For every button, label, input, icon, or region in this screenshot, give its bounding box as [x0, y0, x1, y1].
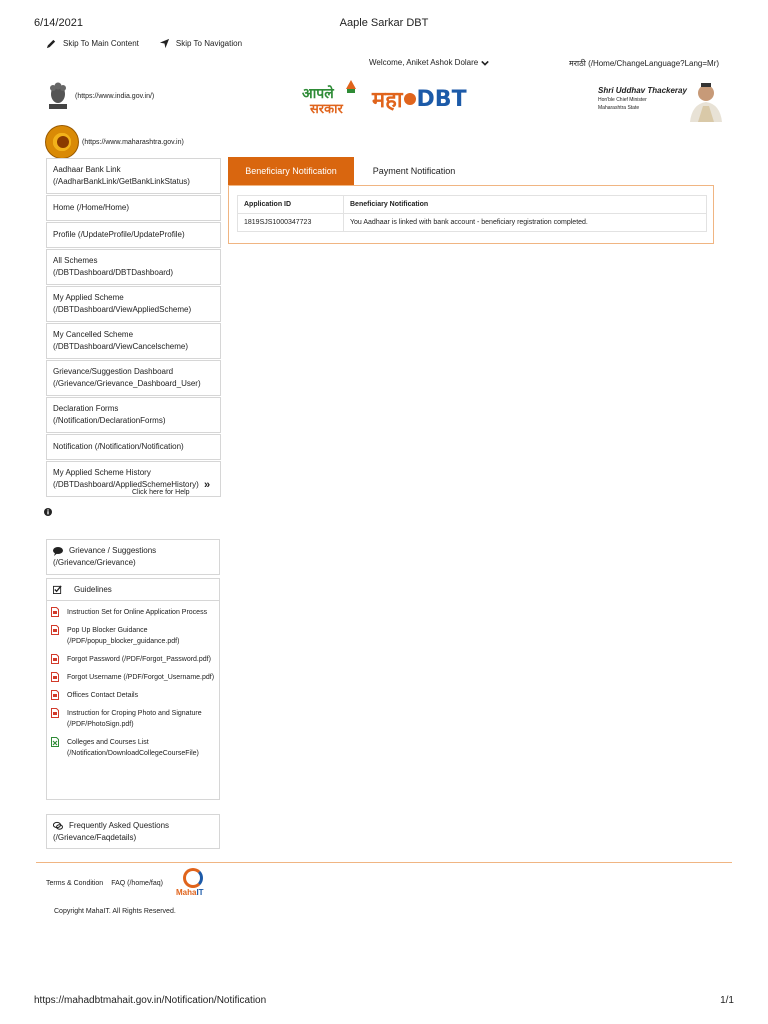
sidebar-item-declaration-forms[interactable]: Declaration Forms (/Notification/DeclarationForms)	[46, 397, 221, 433]
grievance-title: Grievance / Suggestions	[69, 546, 157, 555]
guideline-item[interactable]	[51, 708, 215, 730]
guidelines-list	[47, 601, 219, 759]
tab-payment-notification[interactable]: Payment Notification	[372, 166, 456, 176]
mahait-ring-icon	[183, 868, 203, 888]
guideline-label: Pop Up Blocker Guidance (/PDF/popup_blocker_guidance.pdf)	[67, 627, 180, 645]
chat-bubble-icon	[53, 546, 63, 556]
logo-aaple-line2: सरकार	[310, 102, 343, 117]
chevron-down-icon	[481, 59, 489, 67]
india-link-text: (https://www.india.gov.in/)	[75, 92, 155, 100]
guideline-item[interactable]	[51, 654, 215, 665]
notification-cell: You Aadhaar is linked with bank account - beneficiary registration completed.	[344, 214, 707, 232]
pdf-icon	[51, 708, 59, 718]
copyright: Copyright MahaIT. All Rights Reserved.	[54, 908, 176, 915]
tab-beneficiary-notification[interactable]: Beneficiary Notification	[228, 157, 354, 185]
guideline-item[interactable]	[51, 672, 215, 683]
pdf-icon	[51, 607, 59, 617]
maharashtra-link-text: (https://www.maharashtra.gov.in)	[82, 138, 184, 146]
mahadbt-logo	[372, 84, 467, 114]
pdf-icon	[51, 672, 59, 682]
cm-role: Hon'ble Chief Minister	[598, 97, 647, 103]
guideline-label: Colleges and Courses List (/Notification/DownloadCollegeCourseFile)	[67, 739, 199, 757]
skip-to-main-label: Skip To Main Content	[63, 39, 139, 48]
guidelines-panel	[46, 578, 220, 800]
double-chevron-icon[interactable]: »	[204, 479, 211, 491]
guideline-label: Instruction Set for Online Application Process	[67, 609, 208, 616]
application-id-cell: 1819SJS1000347723	[238, 214, 344, 232]
cm-name: Shri Uddhav Thackeray	[598, 86, 687, 95]
skip-to-main-link[interactable]	[46, 38, 139, 49]
skip-to-nav-label: Skip To Navigation	[175, 39, 243, 48]
grievance-head	[53, 545, 213, 557]
mahait-suffix: IT	[196, 888, 204, 897]
skip-bar	[46, 38, 242, 49]
print-page-number: 1/1	[720, 995, 734, 1006]
pdf-icon	[51, 654, 59, 664]
grievance-link: (/Grievance/Grievance)	[53, 558, 136, 567]
notification-tabs	[228, 157, 474, 185]
user-menu[interactable]	[369, 58, 489, 67]
notification-table	[237, 195, 707, 232]
guidelines-title: Guidelines	[74, 585, 112, 594]
national-emblem-icon	[45, 80, 71, 112]
faq-title: Frequently Asked Questions	[69, 821, 170, 830]
guideline-item[interactable]	[51, 607, 215, 618]
guideline-item[interactable]	[51, 737, 215, 759]
guideline-label: Forgot Username (/PDF/Forgot_Username.pdf)	[67, 674, 215, 681]
faq-footer-link[interactable]: FAQ (/home/faq)	[111, 880, 163, 887]
tab-panel	[228, 185, 714, 244]
maharashtra-link[interactable]	[45, 125, 184, 159]
logo-maha: महा	[372, 88, 403, 113]
aaple-sarkar-logo	[300, 80, 364, 117]
guidelines-header	[47, 579, 219, 601]
excel-icon	[51, 737, 59, 747]
pencil-icon	[46, 38, 57, 49]
location-arrow-icon	[159, 38, 170, 49]
sidebar-item-scheme-history[interactable]: My Applied Scheme History (/DBTDashboard/AppliedSchemeHistory)	[46, 461, 221, 497]
comments-icon	[53, 821, 63, 831]
india-link[interactable]	[45, 80, 154, 112]
info-icon[interactable]	[44, 508, 52, 516]
table-row	[238, 214, 707, 232]
column-header: Application ID	[238, 196, 344, 214]
language-link[interactable]: मराठी (/Home/ChangeLanguage?Lang=Mr)	[569, 59, 720, 68]
welcome-text: Welcome, Aniket Ashok Dolare	[369, 58, 479, 67]
sidebar-item-profile[interactable]: Profile (/UpdateProfile/UpdateProfile)	[46, 222, 221, 248]
coin-icon	[404, 93, 416, 105]
sidebar-nav	[46, 158, 221, 498]
cm-photo	[684, 80, 724, 122]
help-link[interactable]: Click here for Help	[132, 489, 190, 496]
sidebar-item-my-cancelled-scheme[interactable]: My Cancelled Scheme (/DBTDashboard/ViewCancelscheme)	[46, 323, 221, 359]
cm-state: Maharashtra State	[598, 105, 640, 111]
column-header: Beneficiary Notification	[344, 196, 707, 214]
sidebar-item-home[interactable]: Home (/Home/Home)	[46, 195, 221, 221]
pdf-icon	[51, 690, 59, 700]
print-date: 6/14/2021	[34, 17, 83, 29]
grievance-box[interactable]	[46, 539, 220, 575]
sidebar-item-my-applied-scheme[interactable]: My Applied Scheme (/DBTDashboard/ViewAppliedScheme)	[46, 286, 221, 322]
faq-head	[53, 820, 213, 832]
footer-links	[46, 880, 163, 887]
logo-dbt: DBT	[416, 86, 467, 112]
mahait-prefix: Maha	[176, 888, 197, 897]
pdf-icon	[51, 625, 59, 635]
temple-icon	[344, 80, 358, 94]
footer-divider	[36, 862, 732, 863]
guideline-item[interactable]	[51, 625, 215, 647]
print-url: https://mahadbtmahait.gov.in/Notification/Notification	[34, 995, 267, 1006]
logo-aaple-line1: आपले	[302, 86, 334, 102]
sidebar-item-notification[interactable]: Notification (/Notification/Notification)	[46, 434, 221, 460]
terms-link[interactable]: Terms & Condition	[46, 880, 104, 887]
chief-minister-block	[598, 86, 728, 111]
print-title: Aaple Sarkar DBT	[339, 17, 429, 29]
guideline-label: Offices Contact Details	[67, 692, 139, 699]
mahait-logo	[176, 868, 212, 900]
faq-link: (/Grievance/Faqdetails)	[53, 833, 137, 842]
table-header-row	[238, 196, 707, 214]
checkbox-icon	[53, 585, 62, 594]
guideline-label: Forgot Password (/PDF/Forgot_Password.pdf)	[67, 656, 211, 663]
sidebar-item-aadhaar-bank-link[interactable]: Aadhaar Bank Link (/AadharBankLink/GetBankLinkStatus)	[46, 158, 221, 194]
maharashtra-seal-icon	[45, 125, 79, 159]
guideline-label: Instruction for Croping Photo and Signature (/PDF/PhotoSign.pdf)	[67, 710, 202, 728]
sidebar-item-all-schemes[interactable]: All Schemes (/DBTDashboard/DBTDashboard)	[46, 249, 221, 285]
sidebar-item-grievance-dashboard[interactable]: Grievance/Suggestion Dashboard (/Grievance/Grievance_Dashboard_User)	[46, 360, 221, 396]
faq-box[interactable]	[46, 814, 220, 849]
print-header	[0, 17, 768, 31]
guideline-item[interactable]	[51, 690, 215, 701]
skip-to-nav-link[interactable]	[159, 38, 242, 49]
mahait-logo-text	[176, 888, 204, 897]
